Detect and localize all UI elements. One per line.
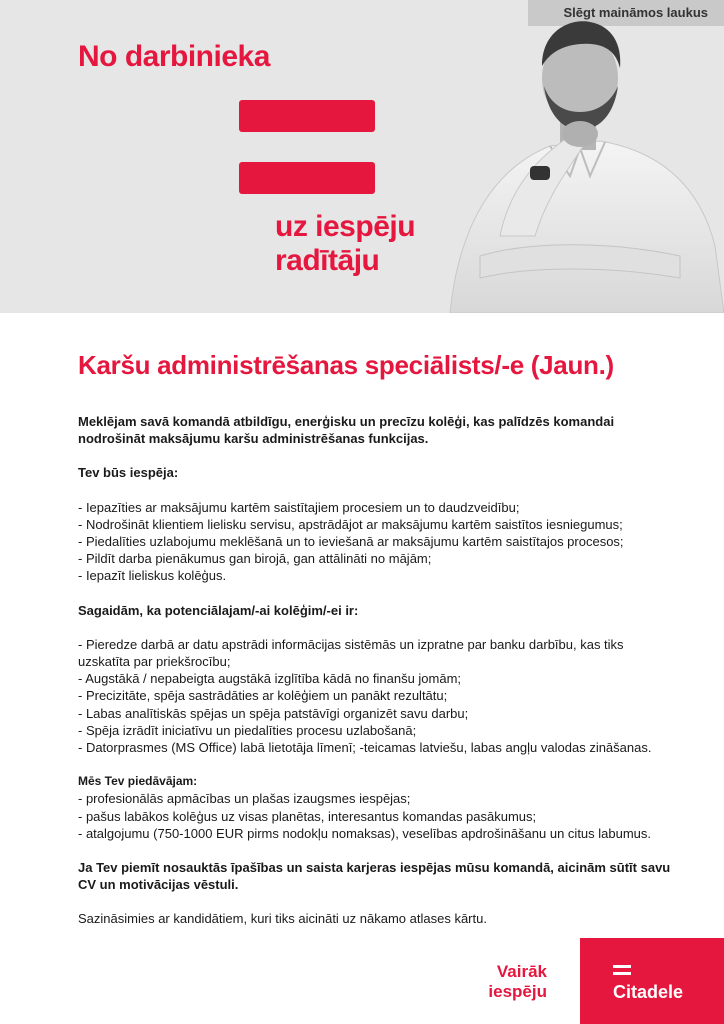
list-item: - Pildīt darba pienākumus gan birojā, gan attālināti no mājām; [78, 551, 432, 567]
close-fields-button[interactable]: Slēgt maināmos laukus [528, 0, 724, 26]
job-description [78, 413, 678, 928]
slogan-line1: Vairāk [496, 962, 547, 981]
employee-photo [440, 16, 724, 313]
equals-bar-top [239, 100, 375, 132]
list-item: - Labas analītiskās spējas un spēja patstāvīgi organizēt savu darbu; [78, 705, 469, 721]
requirements-heading: Sagaidām, ka potenciālajam/-ai kolēģim/-ei ir: [78, 602, 359, 618]
list-item: - pašus labākos kolēģus uz visas planētas, interesantus komandas pasākumus; [78, 808, 537, 824]
list-item: - Iepazīties ar maksājumu kartēm saistītajiem procesiem un to daudzveidību; [78, 499, 520, 515]
list-item: - Iepazīt lieliskus kolēģus. [78, 568, 227, 584]
requirements-list [78, 636, 678, 756]
list-item: - Spēja izrādīt iniciatīvu un piedalīties procesu uzlabošanā; [78, 722, 417, 738]
intro-text: Meklējam savā komandā atbildīgu, enerģisku un precīzu kolēģi, kas palīdzēs komandai nodrošināt maksājumu karšu administrēšanas funkcijas. [78, 414, 615, 447]
logo-text: Citadele [613, 982, 684, 1002]
list-item: - atalgojumu (750-1000 EUR pirms nodokļu nomaksas), veselības apdrošināšanu un citus labumus. [78, 825, 652, 841]
footer-slogan [475, 962, 547, 1002]
hero-title: No darbinieka [78, 40, 270, 73]
hero-subtitle-line2: radītāju [275, 244, 380, 277]
hero-subtitle-line1: uz iespēju [275, 210, 416, 243]
list-item: - Precizitāte, spēja sastrādāties ar kolēģiem un panākt rezultātu; [78, 688, 448, 704]
closing-note: Sazināsimies ar kandidātiem, kuri tiks aicināti uz nākamo atlases kārtu. [78, 911, 487, 927]
opportunities-heading: Tev būs iespēja: [78, 465, 179, 481]
list-item: - profesionālās apmācības un plašas izaugsmes iespējas; [78, 791, 411, 807]
equals-bar-bottom [239, 162, 375, 194]
hero-subtitle [275, 210, 415, 278]
offer-heading: Mēs Tev piedāvājam: [78, 774, 198, 789]
job-title: Karšu administrēšanas speciālists/-e (Jaun.) [78, 350, 614, 380]
list-item: - Nodrošināt klientiem lielisku servisu, apstrādājot ar maksājumu kartēm saistītos iesniegumus; [78, 516, 623, 532]
hero-banner [0, 0, 724, 313]
citadele-logo [580, 938, 724, 1024]
equals-logo-icon [613, 965, 631, 976]
slogan-line2: iespēju [488, 982, 547, 1001]
opportunities-list [78, 499, 678, 585]
list-item: - Augstākā / nepabeigta augstākā izglītība kādā no finanšu jomām; [78, 671, 462, 687]
list-item: - Pieredze darbā ar datu apstrādi informācijas sistēmās un izpratne par banku darbību, kas tiks uzskatīta par priekšrocību; [78, 636, 624, 670]
offer-list [78, 790, 678, 842]
call-to-action: Ja Tev piemīt nosauktās īpašības un saista karjeras iespējas mūsu komandā, aicinām sūtīt savu CV un motivācijas vēstuli. [78, 860, 671, 893]
list-item: - Piedalīties uzlabojumu meklēšanā un to ieviešanā ar maksājumu kartēm saistītajos procesos; [78, 534, 624, 550]
list-item: - Datorprasmes (MS Office) labā lietotāja līmenī; -teicamas latviešu, labas angļu valodas zināšanas. [78, 740, 652, 756]
